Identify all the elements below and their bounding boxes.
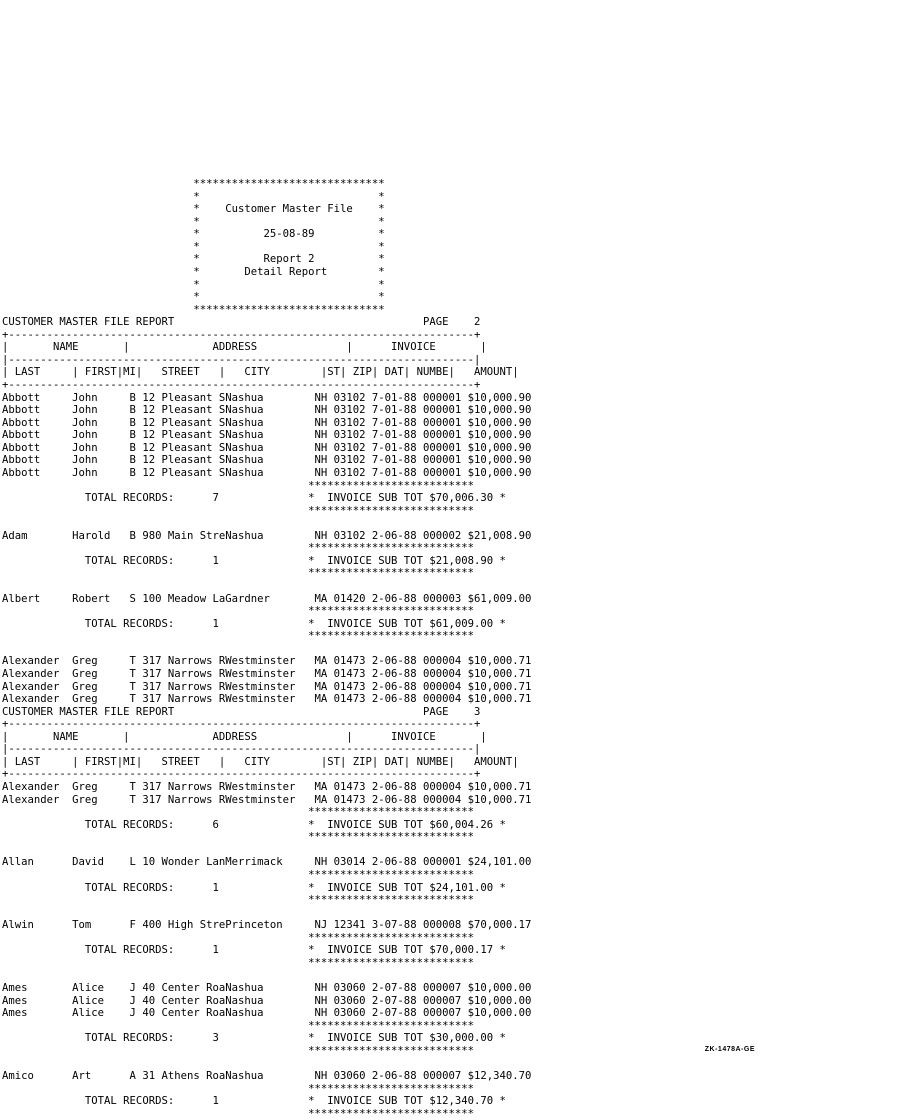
- table-row: Abbott John B 12 Pleasant SNashua NH 03102 7-01-88 000001 $10,000.90: [2, 466, 532, 479]
- figure-code: ZK-1478A-GE: [704, 1046, 755, 1053]
- table-row: Abbott John B 12 Pleasant SNashua NH 03102 7-01-88 000001 $10,000.90: [2, 429, 532, 442]
- subtotal-border: **************************: [308, 806, 474, 819]
- banner-line: * *: [193, 278, 385, 291]
- subtotal-border: **************************: [308, 831, 474, 844]
- table-row: Alwin Tom F 400 High StrePrinceton NJ 12341 3-07-88 000008 $70,000.17: [2, 919, 532, 932]
- table-row: Alexander Greg T 317 Narrows RWestminster MA 01473 2-06-88 000004 $10,000.71: [2, 655, 532, 668]
- banner-line: * *: [193, 215, 385, 228]
- table-row: Ames Alice J 40 Center RoaNashua NH 03060 2-07-88 000007 $10,000.00: [2, 982, 532, 994]
- subtotal-border: **************************: [308, 479, 474, 492]
- table-row: Abbott John B 12 Pleasant SNashua NH 03102 7-01-88 000001 $10,000.90: [2, 454, 532, 467]
- column-headers: | LAST | FIRST|MI| STREET | CITY |ST| ZIP| DAT| NUMBE| AMOUNT|: [2, 755, 519, 768]
- subtotal-border: **************************: [308, 894, 474, 907]
- subtotal-border: **************************: [308, 1019, 474, 1032]
- banner-line: * *: [193, 240, 385, 253]
- subtotal-line: TOTAL RECORDS: 6 * INVOICE SUB TOT $60,004.26 *: [84, 818, 506, 831]
- banner-report-number: * Report 2 *: [193, 253, 385, 266]
- subtotal-border: **************************: [308, 630, 474, 643]
- subtotal-line: TOTAL RECORDS: 1 * INVOICE SUB TOT $12,340.70 *: [84, 1095, 506, 1108]
- subtotal-border: **************************: [308, 868, 474, 881]
- subtotal-line: TOTAL RECORDS: 7 * INVOICE SUB TOT $70,006.30 *: [84, 492, 506, 505]
- table-row: Alexander Greg T 317 Narrows RWestminster MA 01473 2-06-88 000004 $10,000.71: [2, 693, 532, 706]
- header-border: +-------------------------------------------------------------------------+: [2, 328, 481, 341]
- subtotal-line: TOTAL RECORDS: 1 * INVOICE SUB TOT $24,101.00 *: [84, 881, 506, 894]
- subtotal-border: **************************: [308, 1082, 474, 1095]
- customer-master-file-report: [2, 178, 531, 1120]
- table-row: Adam Harold B 980 Main StreNashua NH 03102 2-06-88 000002 $21,008.90: [2, 529, 532, 542]
- page-header: CUSTOMER MASTER FILE REPORT PAGE 3: [2, 705, 481, 718]
- table-row: Allan David L 10 Wonder LanMerrimack NH 03014 2-06-88 000001 $24,101.00: [2, 856, 532, 869]
- page-header: CUSTOMER MASTER FILE REPORT PAGE 2: [2, 316, 481, 329]
- subtotal-border: **************************: [308, 605, 474, 618]
- subtotal-border: **************************: [308, 542, 474, 555]
- banner-date: * 25-08-89 *: [193, 228, 385, 241]
- subtotal-line: TOTAL RECORDS: 3 * INVOICE SUB TOT $30,000.00 *: [84, 1032, 506, 1045]
- banner-report-type: * Detail Report *: [193, 265, 385, 278]
- subtotal-border: **************************: [308, 504, 474, 517]
- column-group-headers: | NAME | ADDRESS | INVOICE |: [2, 341, 487, 354]
- table-row: Alexander Greg T 317 Narrows RWestminster MA 01473 2-06-88 000004 $10,000.71: [2, 793, 532, 806]
- header-border: +-------------------------------------------------------------------------+: [2, 768, 481, 781]
- header-border: +-------------------------------------------------------------------------+: [2, 718, 481, 731]
- table-row: Alexander Greg T 317 Narrows RWestminster MA 01473 2-06-88 000004 $10,000.71: [2, 680, 532, 693]
- banner-border: ******************************: [193, 303, 385, 316]
- subtotal-line: TOTAL RECORDS: 1 * INVOICE SUB TOT $21,008.90 *: [84, 554, 506, 567]
- subtotal-border: **************************: [308, 1044, 474, 1057]
- subtotal-line: TOTAL RECORDS: 1 * INVOICE SUB TOT $61,009.00 *: [84, 617, 506, 630]
- banner-line: * *: [193, 190, 385, 203]
- subtotal-line: TOTAL RECORDS: 1 * INVOICE SUB TOT $70,000.17 *: [84, 944, 506, 957]
- subtotal-border: **************************: [308, 1107, 474, 1120]
- subtotal-border: **************************: [308, 567, 474, 580]
- subtotal-border: **************************: [308, 956, 474, 969]
- table-row: Alexander Greg T 317 Narrows RWestminster MA 01473 2-06-88 000004 $10,000.71: [2, 667, 532, 680]
- table-row: Abbott John B 12 Pleasant SNashua NH 03102 7-01-88 000001 $10,000.90: [2, 391, 532, 404]
- table-row: Amico Art A 31 Athens RoaNashua NH 03060 2-06-88 000007 $12,340.70: [2, 1069, 532, 1082]
- banner-border: ******************************: [193, 178, 385, 190]
- table-row: Abbott John B 12 Pleasant SNashua NH 03102 7-01-88 000001 $10,000.90: [2, 404, 532, 417]
- table-row: Alexander Greg T 317 Narrows RWestminster MA 01473 2-06-88 000004 $10,000.71: [2, 781, 532, 793]
- table-row: Abbott John B 12 Pleasant SNashua NH 03102 7-01-88 000001 $10,000.90: [2, 416, 532, 429]
- header-separator: |-------------------------------------------------------------------------|: [2, 353, 481, 366]
- table-row: Ames Alice J 40 Center RoaNashua NH 03060 2-07-88 000007 $10,000.00: [2, 994, 532, 1007]
- table-row: Abbott John B 12 Pleasant SNashua NH 03102 7-01-88 000001 $10,000.90: [2, 441, 532, 454]
- column-group-headers: | NAME | ADDRESS | INVOICE |: [2, 730, 487, 743]
- column-headers: | LAST | FIRST|MI| STREET | CITY |ST| ZIP| DAT| NUMBE| AMOUNT|: [2, 366, 519, 379]
- header-border: +-------------------------------------------------------------------------+: [2, 379, 481, 391]
- table-row: Albert Robert S 100 Meadow LaGardner MA 01420 2-06-88 000003 $61,009.00: [2, 592, 532, 605]
- banner-title: * Customer Master File *: [193, 203, 385, 216]
- header-separator: |-------------------------------------------------------------------------|: [2, 743, 481, 756]
- banner-line: * *: [193, 291, 385, 304]
- table-row: Ames Alice J 40 Center RoaNashua NH 03060 2-07-88 000007 $10,000.00: [2, 1007, 532, 1020]
- subtotal-border: **************************: [308, 931, 474, 944]
